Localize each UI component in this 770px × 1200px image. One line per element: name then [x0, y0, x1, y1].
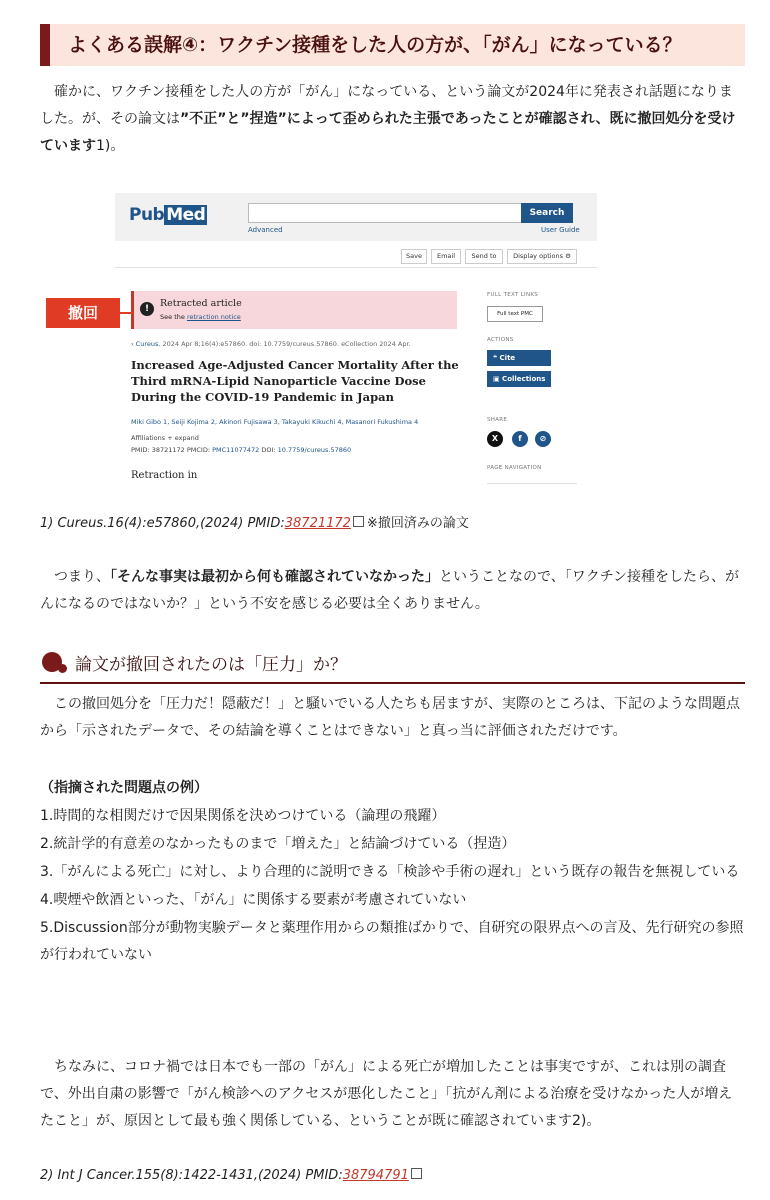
external-link-icon	[411, 1168, 422, 1179]
pubmed-email-button[interactable]: Email	[431, 249, 461, 264]
issue-item: 4.喫煙や飲酒といった、「がん」に関係する要素が考慮されていない	[40, 892, 467, 908]
full-text-links-label: FULL TEXT LINKS	[487, 292, 539, 298]
pmid-link-1[interactable]: 38721172	[284, 516, 351, 531]
covid-cancer-paragraph: ちなみに、コロナ禍では日本でも一部の「がん」による死亡が増加したことは事実ですが、これは別の調査で、外出自粛の影響で「がん検診へのアクセスが悪化したこと」「抗がん剤による治療を受けなかった人が増えたこと」が、原因として最も強く関係している、ということが既に確認されています2)。	[40, 1059, 733, 1129]
banner-subtitle: See the retraction notice	[160, 313, 241, 321]
intro-paragraph	[40, 79, 745, 160]
warning-icon: !	[140, 302, 154, 316]
pubmed-advanced-link[interactable]: Advanced	[248, 226, 283, 234]
retracted-pointer	[120, 312, 134, 314]
affiliations-expand[interactable]: Affiliations + expand	[131, 434, 199, 442]
banner-title: Retracted article	[160, 298, 242, 309]
pubmed-save-button[interactable]: Save	[401, 249, 427, 264]
pubmed-screenshot	[115, 193, 597, 485]
retraction-notice-link[interactable]: retraction notice	[186, 313, 241, 321]
pubmed-user-guide-link[interactable]: User Guide	[541, 226, 580, 234]
full-text-pmc-badge[interactable]: Full text PMC	[487, 306, 543, 322]
issues-heading: （指摘された問題点の例）	[40, 780, 208, 796]
pubmed-send-to-button[interactable]: Send to	[465, 249, 503, 264]
heading-bullet-icon	[58, 664, 67, 673]
article-title: Increased Age-Adjusted Cancer Mortality After the Third mRNA-Lipid Nanoparticle Vaccine Dose During the COVID-19 Pandemic in Japan	[131, 358, 459, 404]
pmid-link-2[interactable]: 38794791	[342, 1168, 409, 1183]
section-heading-pressure	[40, 648, 745, 684]
issue-item: 3.「がんによる死亡」に対し、より合理的に説明できる「検診や手術の遅れ」という既存の報告を無視している	[40, 864, 740, 880]
retracted-label: 撤回	[46, 298, 120, 328]
divider	[487, 483, 577, 484]
facebook-share-icon[interactable]: f	[512, 431, 528, 447]
reference-2: 2) Int J Cancer.155(8):1422-1431,(2024) PMID:38794791	[40, 1168, 425, 1183]
share-label: SHARE	[487, 417, 508, 423]
intro-ref: 1)。	[96, 138, 125, 154]
reference-1: 1) Cureus.16(4):e57860,(2024) PMID:38721172 ※撤回済みの論文	[40, 516, 469, 531]
cite-button[interactable]: ❝ Cite	[487, 350, 551, 366]
section-heading-text: 論文が撤回されたのは「圧力」か？	[75, 655, 347, 675]
collections-button[interactable]: ▣ Collections	[487, 371, 551, 387]
retraction-in-heading: Retraction in	[131, 470, 198, 481]
link-share-icon[interactable]: ⊘	[535, 431, 551, 447]
pubmed-display-options-button[interactable]: Display options ⚙	[507, 249, 577, 264]
banner-accent	[131, 291, 134, 329]
author-list[interactable]: Miki Gibo 1, Seiji Kojima 2, Akinori Fujisawa 3, Takayuki Kikuchi 4, Masanori Fukushima 4	[131, 418, 419, 426]
actions-label: ACTIONS	[487, 337, 514, 343]
intro-bold-text: ”不正”と”捏造”によって歪められた主張であったことが確認され、既に撤回処分を受けています	[40, 111, 736, 154]
section-heading-misconception-4: よくある誤解④：ワクチン接種をした人の方が、「がん」になっている？	[40, 24, 745, 66]
issue-item: 5.Discussion部分が動物実験データと薬理作用からの類推ばかりで、自研究の限界点への言及、先行研究の参照が行われていない	[40, 920, 744, 963]
issue-item: 2.統計学的有意差のなかったものまで「増えた」と結論づけている（捏造）	[40, 836, 516, 852]
x-share-icon[interactable]: X	[487, 431, 503, 447]
pubmed-search-input[interactable]	[248, 203, 522, 223]
pubmed-logo: Pub Med	[129, 205, 206, 225]
pubmed-search-button[interactable]: Search	[521, 203, 573, 223]
conclusion-bold-text: 「そんな事実は最初から何も確認されていなかった」	[110, 569, 439, 585]
external-link-icon	[353, 516, 364, 527]
pressure-paragraph: この撤回処分を「圧力だ！隠蔽だ！」と騒いでいる人たちも居ますが、実際のところは、下記のような問題点から「示されたデータで、その結論を導くことはできない」と真っ当に評価されただけです。	[40, 696, 740, 739]
divider	[115, 267, 597, 268]
intro-text: 確かに、ワクチン接種をした人の方が「がん」になっている、という論文が2024年に発表され話題になりました。が、その論文は	[40, 84, 733, 127]
page-navigation-label: PAGE NAVIGATION	[487, 465, 542, 471]
conclusion-paragraph: つまり、「そんな事実は最初から何も確認されていなかった」ということなので、「ワクチン接種をしたら、がんになるのではないか？」という不安を感じる必要は全くありません。	[40, 569, 740, 612]
issue-item: 1.時間的な相関だけで因果関係を決めつけている（論理の飛躍）	[40, 808, 446, 824]
citation-line: › Cureus. 2024 Apr 8;16(4):e57860. doi: 10.7759/cureus.57860. eCollection 2024 Apr.	[131, 340, 411, 348]
article-ids: PMID: 38721172 PMCID: PMC11077472 DOI: 10.7759/cureus.57860	[131, 446, 352, 454]
retracted-banner	[131, 291, 457, 329]
